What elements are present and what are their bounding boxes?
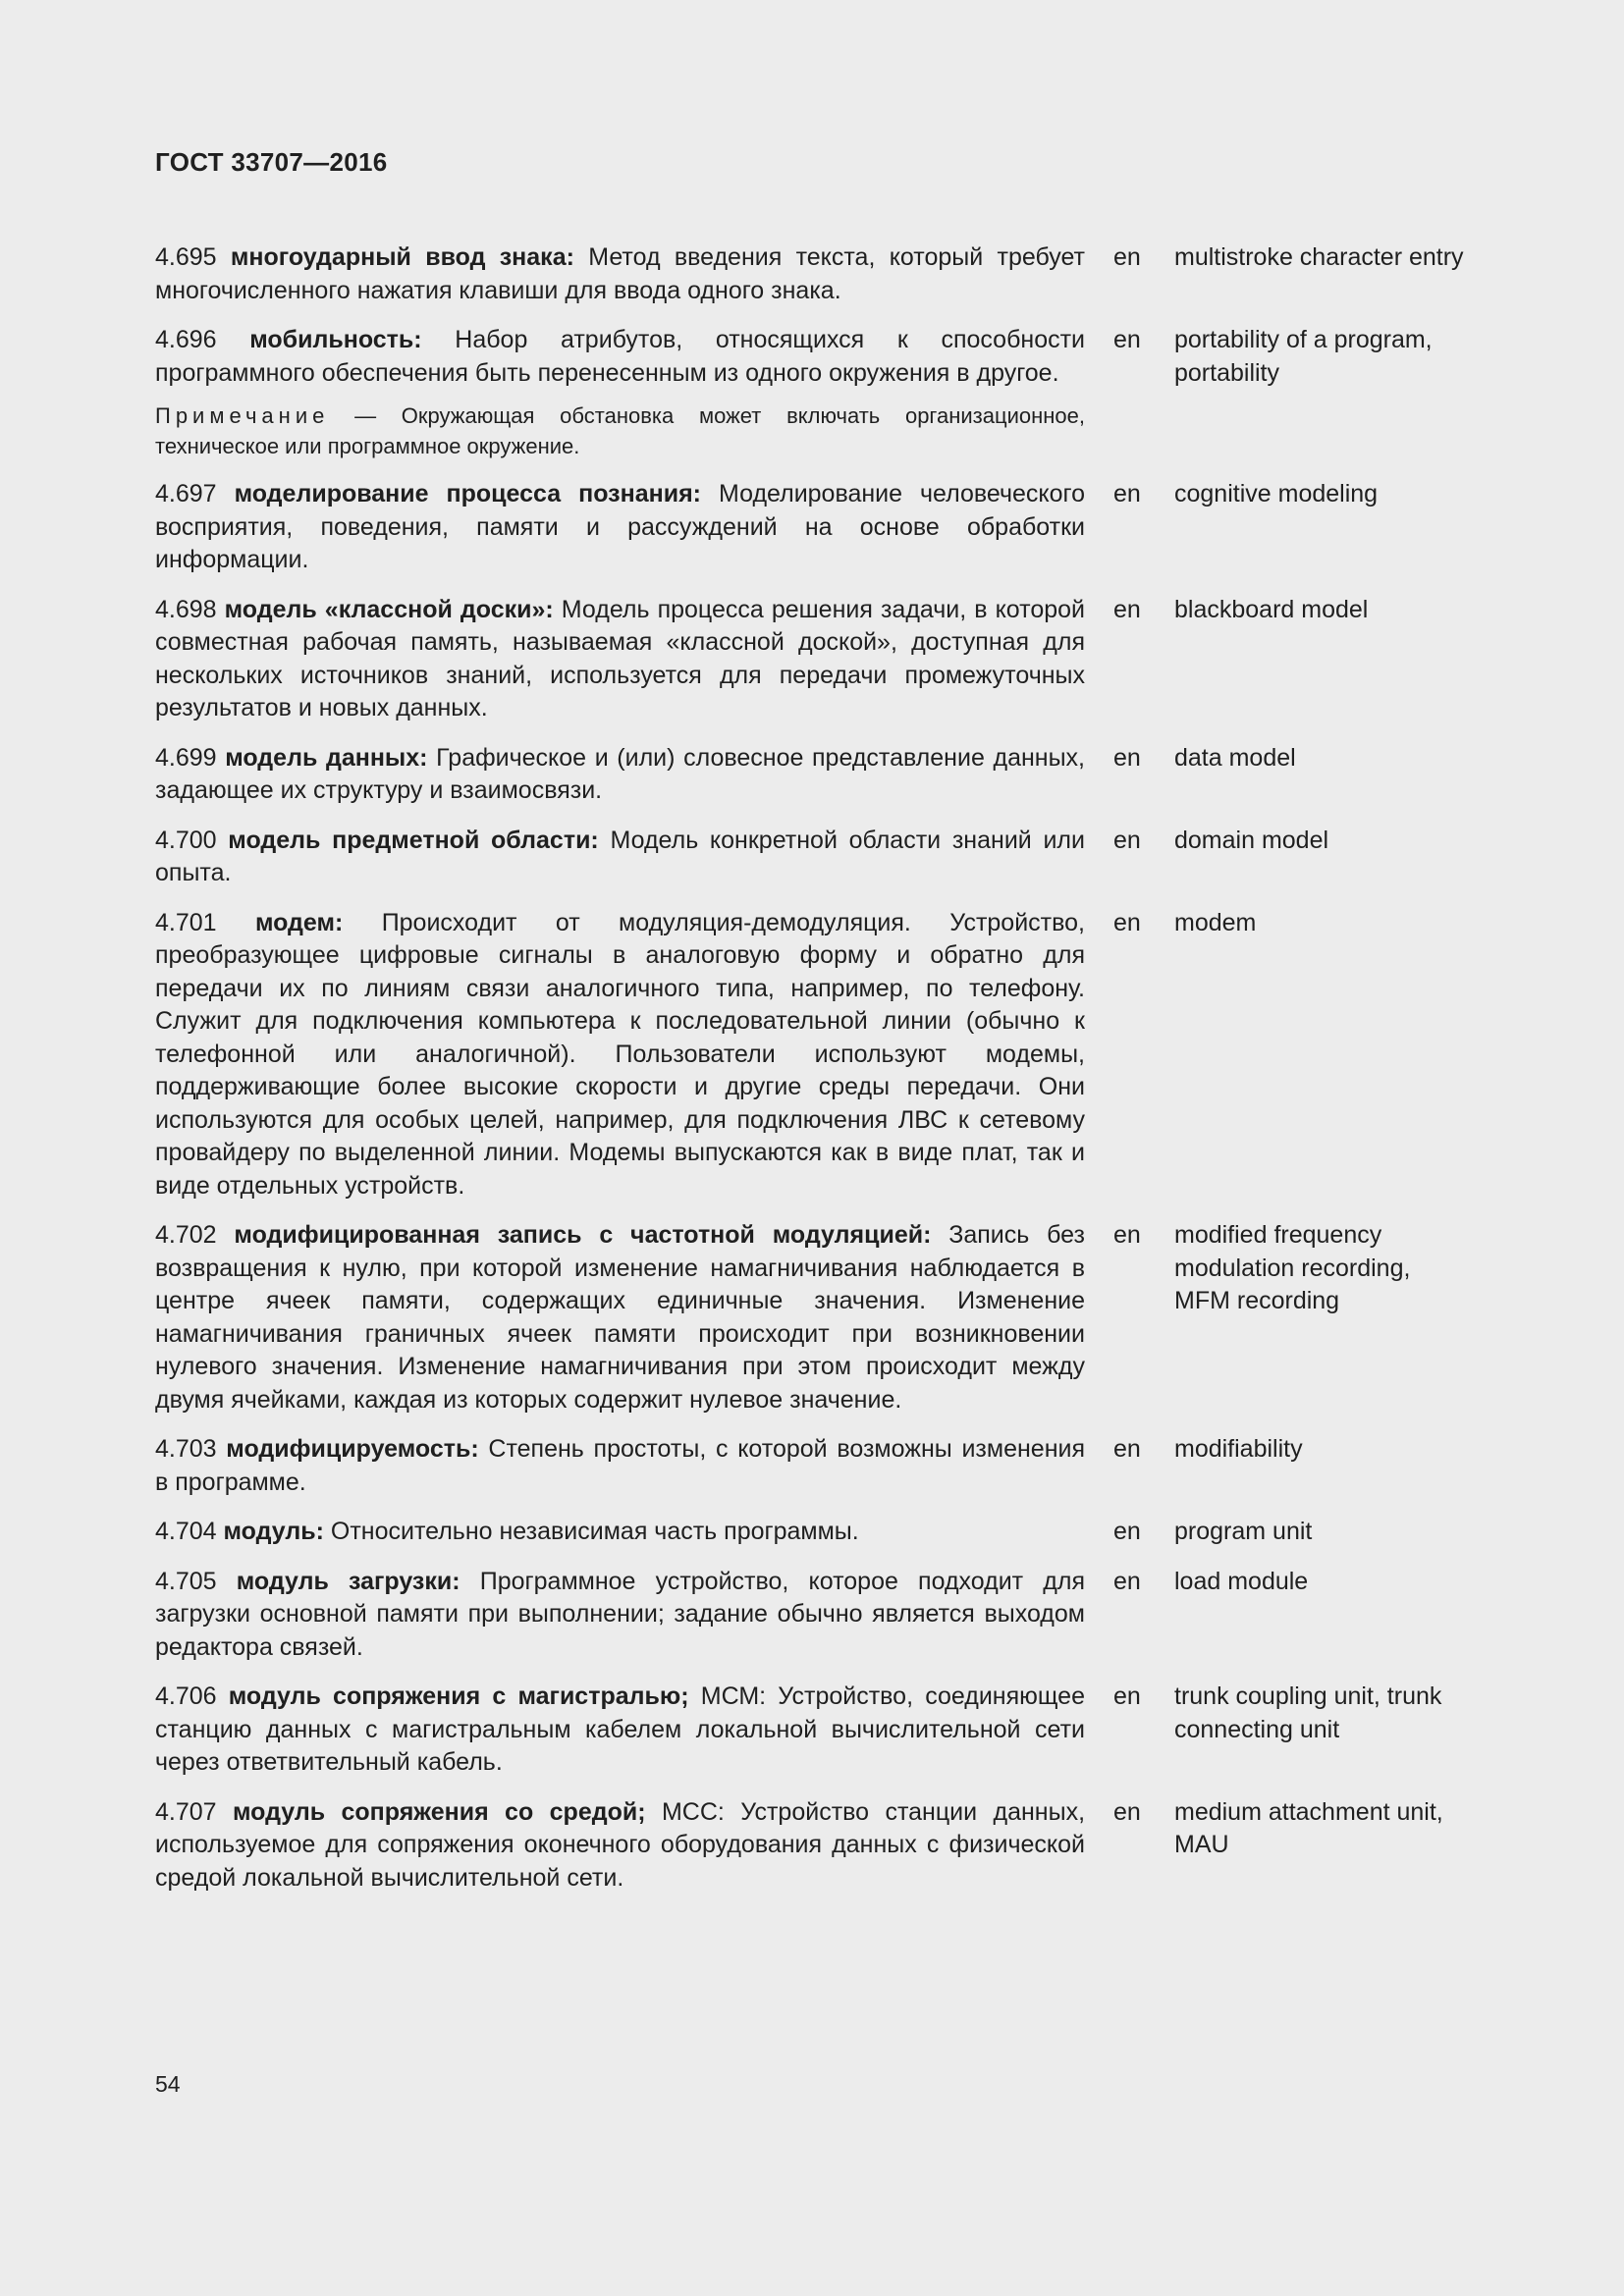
term-definition [155,907,1085,1203]
english-equivalent: data model [1174,743,1296,772]
term-definition [155,1516,1085,1549]
term-text: Набор атрибутов, относящихся к способности программного обеспечения быть перенесенным из одного окружения в другое. [155,326,1086,387]
term-text: МСС: Устройство станции данных, используемое для сопряжения оконечного оборудования данных с физической средой локальной вычислительной сети. [155,1797,1086,1892]
term-text: Запись без возвращения к нулю, при которой изменение намагничивания наблюдается в центре ячеек памяти, содержащих единичные значения. Изменение намагничивания граничных ячеек памяти происходит при возникновении нулевого значения. Изменение намагничивания при этом происходит между двумя ячейками, каждая из которых содержит нулевое значение. [155,1221,1085,1414]
language-code: en [1113,1435,1141,1463]
term-number: 4.707 [155,1797,217,1826]
term-name: многоударный ввод знака: [230,243,574,271]
language-code: en [1113,826,1141,854]
term-text: Модель конкретной области знаний или опыта. [155,826,1085,886]
language-code: en [1113,595,1141,623]
term-entry [155,241,1481,307]
language-code: en [1113,908,1141,936]
term-entry [155,594,1481,725]
term-number: 4.706 [155,1682,217,1710]
english-equivalent: modem [1174,908,1257,936]
term-list [155,241,1481,1911]
term-entry [155,1433,1481,1499]
page-number: 54 [155,2071,181,2097]
term-text: Степень простоты, с которой возможны изменения в программе. [155,1435,1086,1496]
language-code: en [1113,1221,1141,1249]
term-text: МСМ: Устройство, соединяющее станцию данных с магистральным кабелем локальной вычислительной сети через ответвительный кабель. [155,1682,1085,1776]
term-entry [155,825,1481,890]
term-definition [155,241,1085,307]
english-equivalent: cognitive modeling [1174,480,1379,507]
english-equivalent: modified frequency modulation recording, MFM recording [1174,1221,1411,1314]
term-text: Программное устройство, которое подходит для загрузки основной памяти при выполнении; задание обычно является выходом редактора связей. [155,1567,1085,1661]
term-entry [155,1516,1481,1549]
term-name: модуль сопряжения со средой; [232,1797,646,1826]
term-definition [155,825,1085,890]
term-entry [155,907,1481,1203]
term-definition [155,478,1085,577]
term-name: модифицированная запись с частотной модуляцией: [234,1221,932,1249]
language-code: en [1113,1567,1141,1595]
term-definition [155,742,1085,808]
term-name: модуль: [223,1518,324,1545]
term-text: Модель процесса решения задачи, в которой совместная рабочая память, называемая «классной доской», доступная для нескольких источников знаний, используется для передачи промежуточных результатов и новых данных. [155,595,1085,721]
term-definition [155,594,1085,725]
note-label: Примечание [155,403,330,428]
term-number: 4.704 [155,1518,217,1545]
english-equivalent: blackboard model [1174,595,1369,623]
document-header: ГОСТ 33707—2016 [155,147,388,177]
language-code: en [1113,326,1141,353]
english-equivalent: program unit [1174,1518,1313,1545]
language-code: en [1113,480,1141,507]
term-text: Моделирование человеческого восприятия, поведения, памяти и рассуждений на основе обработки информации. [155,480,1086,573]
term-definition [155,1219,1085,1416]
english-equivalent: domain model [1174,826,1329,854]
term-number: 4.695 [155,243,217,271]
term-name: модель «классной доски»: [224,595,554,623]
term-definition [155,324,1085,390]
term-name: модем: [254,908,344,936]
term-name: модель данных: [225,743,428,772]
term-text: Графическое и (или) словесное представление данных, задающее их структуру и взаимосвязи. [155,743,1085,804]
language-code: en [1113,1518,1141,1545]
term-name: модуль загрузки: [236,1567,460,1595]
language-code: en [1113,1797,1141,1826]
term-definition [155,1681,1085,1780]
term-name: модель предметной области: [228,826,599,854]
term-entry [155,324,1481,390]
term-text: Происходит от модуляция-демодуляция. Устройство, преобразующее цифровые сигналы в аналоговую форму и обратно для передачи их по линиям связи аналогичного типа, например, по телефону. Служит для подключения компьютера к последовательной линии (обычно к телефонной или аналогичной). Пользователи используют модемы, поддерживающие более высокие скорости и другие среды передачи. Они используются для особых целей, например, для подключения ЛВС к сетевому провайдеру по выделенной линии. Модемы выпускаются как в виде плат, так и виде отдельных устройств. [155,908,1085,1200]
term-entry [155,742,1481,808]
term-name: модифицируемость: [226,1435,479,1463]
language-code: en [1113,743,1141,772]
term-name: мобильность: [249,326,422,353]
term-definition [155,1566,1085,1665]
english-equivalent: trunk coupling unit, trunk connecting unit [1174,1682,1442,1743]
term-entry [155,1219,1481,1416]
term-definition [155,1796,1085,1896]
term-definition [155,1433,1085,1499]
term-number: 4.696 [155,326,217,353]
term-entry [155,1796,1481,1896]
term-text: Метод введения текста, который требует многочисленного нажатия клавиши для ввода одного знака. [155,243,1085,304]
term-number: 4.700 [155,826,217,854]
term-number: 4.699 [155,743,217,772]
term-number: 4.698 [155,595,217,623]
term-name: модуль сопряжения с магистралью; [228,1682,689,1710]
term-name: моделирование процесса познания: [234,480,701,507]
english-equivalent: medium attachment unit, MAU [1174,1797,1443,1858]
english-equivalent: modifiability [1174,1435,1303,1463]
term-number: 4.697 [155,480,217,507]
term-entry [155,1681,1481,1780]
term-number: 4.702 [155,1221,217,1249]
english-equivalent: multistroke character entry [1174,243,1464,271]
term-number: 4.701 [155,908,217,936]
english-equivalent: load module [1174,1567,1309,1595]
language-code: en [1113,243,1141,271]
term-number: 4.703 [155,1435,217,1463]
term-number: 4.705 [155,1567,217,1595]
term-entry [155,478,1481,577]
english-equivalent: portability of a program, portability [1174,326,1433,387]
language-code: en [1113,1682,1141,1710]
term-entry [155,1566,1481,1665]
note-text: — Окружающая обстановка может включать организационное, техническое или программное окружение. [155,403,1085,458]
note [155,400,1085,461]
term-text: Относительно независимая часть программы. [330,1518,859,1545]
